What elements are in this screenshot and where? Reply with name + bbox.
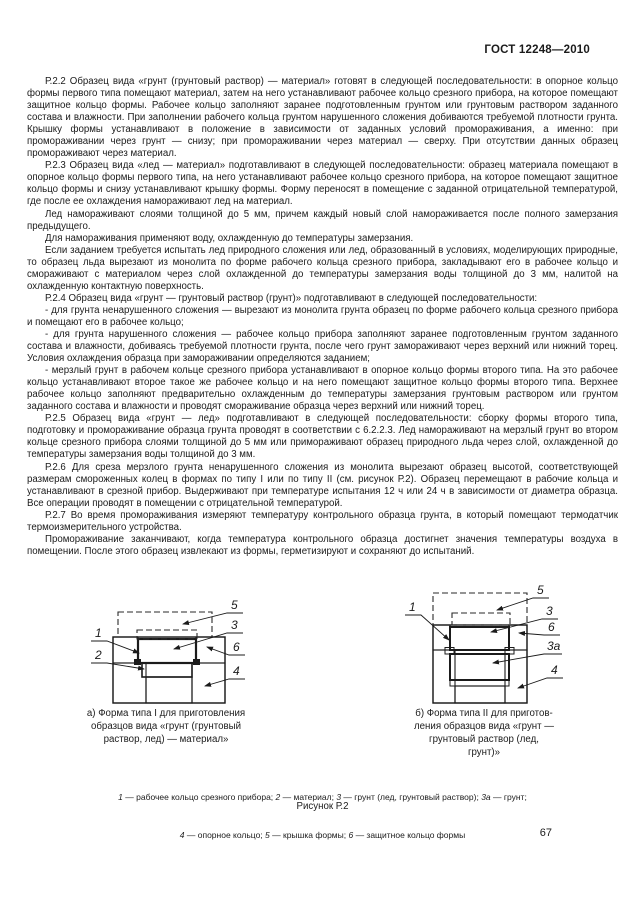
legend-text: — защитное кольцо формы <box>353 829 466 840</box>
leader-line <box>405 615 449 640</box>
paragraph: Если заданием требуется испытать лед природного сложения или лед, образованный в условиях, моделирующих природные, то образец льда вырезают из монолита по форме рабочего кольца срезного прибора, закладывают его в рабочее кольцо и смораживают с материалом через слой охлажденной до температуры замерзания воды толщиной до 3 мм, налитой на охлажденную контактную поверхность. <box>27 244 618 292</box>
ring-tab-left <box>134 659 141 665</box>
paragraph-r2-6: Р.2.6 Для среза мерзлого грунта ненарушенного сложения из монолита вырезают образец высотой, соответствующей размерам смороженных колец в формах по типу I или по типу II (см. рисунок Р.2). Образец перемещают в рабочие кольца и устанавливают в срезной прибор. Выдерживают при температуре испытания 12 ч или 24 ч в зависимости от диаметра образца. Все операции проводят в помещении с отрицательной температурой. <box>27 461 618 509</box>
bottom-opening <box>146 677 192 703</box>
support-ring-left-section <box>113 663 146 703</box>
figure-label: 2 <box>95 648 102 662</box>
figure-b-mould-type2-diagram <box>402 584 567 706</box>
caption-line: б) Форма типа II для приготов- <box>415 708 553 719</box>
legend-text: — рабочее кольцо срезного прибора; <box>122 792 276 802</box>
bottom-opening <box>455 686 505 703</box>
mould-body-outline <box>433 625 527 703</box>
paragraph: Для намораживания применяют воду, охлажденную до температуры замерзания. <box>45 232 414 244</box>
legend-text: — крышка формы; <box>269 829 349 840</box>
caption-line: раствор, лед) — материал» <box>103 734 229 745</box>
figure-label: 4 <box>233 664 240 678</box>
legend-number: 6 <box>348 829 354 840</box>
legend-text: — грунт (лед, грунтовый раствор); <box>341 792 482 802</box>
working-ring-soil <box>138 639 196 663</box>
paragraph-r2-2: Р.2.2 Образец вида «грунт (грунтовый раствор) — материал» готовят в следующей последовательности: в опорное кольцо формы первого типа помещают материал, затем на него устанавливают рабочее кольцо срезного прибора, на которое помещают защитное кольцо формы. Рабочее кольцо заполняют заранее подготовленным грунтом или грунтовым раствором заданного состава и влажности. При заполнении рабочего кольца грунтом нарушенного сложения добиваются требуемой плотности грунта. Крышку формы устанавливают в положение в зависимости от заданных условий промораживания, а именно: при промораживании через грунт — снизу; при промораживании через материал — сверху. При отсутствии данных образец промораживают через материал. <box>27 76 618 160</box>
standard-number-header: ГОСТ 12248—2010 <box>484 44 590 56</box>
figure-label: 6 <box>548 620 555 634</box>
figure-label: 5 <box>231 598 238 612</box>
figure-legend <box>27 766 618 866</box>
paragraph: Лед намораживают слоями толщиной до 5 мм, причем каждый новый слой намораживается после полного замерзания предыдущего. <box>27 208 618 232</box>
guard-ring-right-section <box>509 625 527 650</box>
figure-label: 3 <box>231 618 238 632</box>
legend-number: 5 <box>265 829 270 840</box>
figure-label: 1 <box>409 600 416 614</box>
leader-line <box>518 678 563 688</box>
mould-lid-dashed <box>118 612 212 637</box>
guard-ring-left-section <box>433 625 450 650</box>
legend-text: — опорное кольцо; <box>184 829 266 840</box>
figure-title: Рисунок Р.2 <box>296 801 349 812</box>
legend-number: 3а <box>481 792 491 802</box>
legend-text: — материал; <box>280 792 337 802</box>
figure-label: 3 <box>546 604 553 618</box>
legend-text: — грунт; <box>490 792 527 802</box>
list-item: - для грунта ненарушенного сложения — вырезают из монолита грунта образец по форме рабочего кольца срезного прибора и помещают его в рабочее кольцо; <box>27 304 618 328</box>
paragraph-r2-7: Р.2.7 Во время промораживания измеряют температуру контрольного образца грунта, в который помещают термодатчик термоизмерительного устройства. <box>27 509 618 533</box>
caption-line: ления образцов вида «грунт — <box>414 721 554 732</box>
figure-label: 5 <box>537 584 544 597</box>
paragraph-r2-4: Р.2.4 Образец вида «грунт — грунтовый раствор (грунт)» подготавливают в следующей последовательности: <box>45 292 538 304</box>
figure-label: 6 <box>233 640 240 654</box>
legend-number: 3 <box>336 792 342 802</box>
list-item: - для грунта нарушенного сложения — рабочее кольцо прибора заполняют заранее подготовленным грунтом заданного состава и влажности, добиваясь требуемой плотности грунта, после чего грунт замораживают через верхний или нижний торец. Условия охлаждения образца при замораживании определяются заданием; <box>27 328 618 365</box>
figure-label: 1 <box>95 626 102 640</box>
figure-a-caption <box>62 707 270 746</box>
body-text <box>27 76 618 558</box>
support-ring-left-section <box>433 650 455 703</box>
upper-ring-soil <box>450 627 509 650</box>
material-layer <box>142 663 192 677</box>
mould-body-outline <box>113 637 225 703</box>
ring-tab-right <box>193 659 200 665</box>
legend-number: 1 <box>118 792 123 802</box>
figure-label: 3а <box>547 639 561 653</box>
figure-a-mould-type1-diagram <box>86 596 248 708</box>
paragraph: Промораживание заканчивают, когда температура контрольного образца достигнет значения температуры воздуха в помещении. После этого образец извлекают из формы, герметизируют и сохраняют до испытаний. <box>27 533 618 557</box>
caption-line: грунт)» <box>467 747 501 758</box>
leader-line <box>497 598 549 610</box>
paragraph-r2-5: Р.2.5 Образец вида «грунт — лед» подготавливают в следующей последовательности: сборку формы второго типа, подготовку и промораживание образца грунта проводят в соответствии с 6.2.2.3. Лед намораживают на мерзлый грунт во втором кольце срезного прибора слоями толщиной до 5 мм или примораживают образец природного льда через слой, охлажденной до температуры замерзания воды толщиной до 3 мм. <box>27 413 618 461</box>
page-number: 67 <box>539 827 552 839</box>
figure-label: 4 <box>551 663 558 677</box>
lower-ring-soil <box>450 654 509 680</box>
support-ring-right-section <box>192 663 225 703</box>
legend-number: 4 <box>179 829 185 840</box>
caption-line: грунтовый раствор (лед, <box>429 734 539 745</box>
caption-line: а) Форма типа I для приготовления <box>86 708 246 719</box>
inner-dashed-ring <box>452 613 510 625</box>
legend-number: 2 <box>275 792 281 802</box>
mould-lid-dashed <box>433 593 527 625</box>
caption-line: образцов вида «грунт (грунтовый <box>91 721 241 732</box>
list-item: - мерзлый грунт в рабочем кольце срезного прибора устанавливают в опорное кольцо формы второго типа. На это рабочее кольцо устанавливают второе такое же рабочее кольцо и на него помещают защитное кольцо формы второго типа. Верхнее рабочее кольцо заполняют предварительно охлажденным до температуры замерзания грунтовым раствором или грунтом заданного состава и влажности и проводят смораживание образца через верхний или нижний торец. <box>27 365 618 413</box>
paragraph-r2-3: Р.2.3 Образец вида «лед — материал» подготавливают в следующей последовательности: образец материала помещают в опорное кольцо формы первого типа, на него устанавливают рабочее кольцо срезного прибора, на которое помещают защитное кольцо формы и снизу устанавливают крышку формы. Форму переносят в помещение с заданной отрицательной температурой, где после ее охлаждения намораживают лед на материал. <box>27 160 618 208</box>
figure-b-caption <box>380 707 588 759</box>
